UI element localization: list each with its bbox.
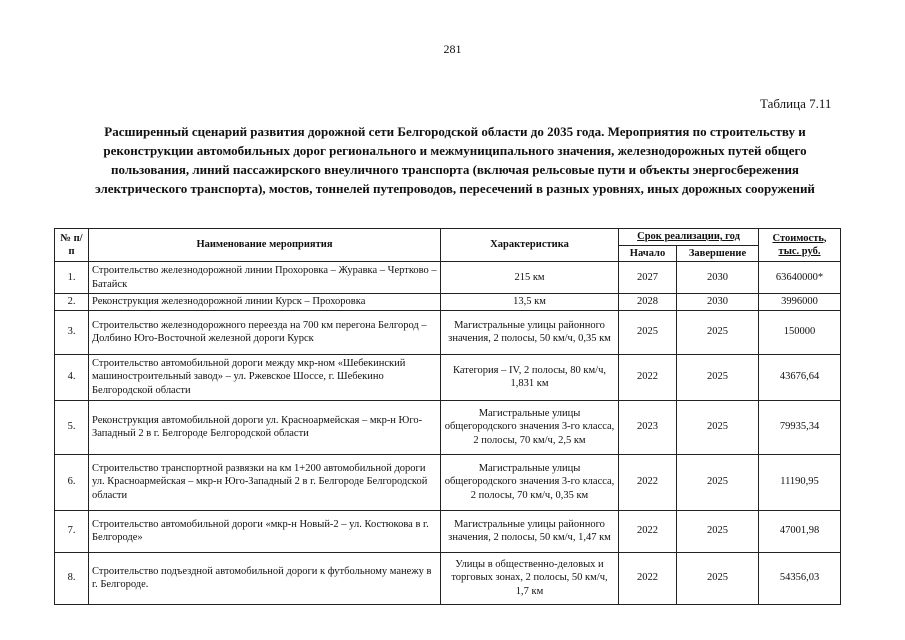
table-row [55, 552, 841, 604]
row-start: 2022 [619, 510, 677, 552]
table-label: Таблица 7.11 [760, 96, 832, 111]
measures-table [54, 228, 841, 605]
row-name: Строительство подъездной автомобильной дороги к футбольному манежу в г. Белгороде. [89, 552, 441, 604]
document-title: Расширенный сценарий развития дорожной сети Белгородской области до 2035 года. Мероприятия по строительству и реконструкции автомобильных дорог регионального и межмуниципального значения, железнодорожных путей общего пользования, линий пассажирского внеуличного транспорта (включая рельсовые пути и объекты энергосбережения электрического транспорта), мостов, тоннелей путепроводов, пересечений в разных уровнях, иных дорожных сооружений [95, 124, 815, 196]
row-end: 2025 [677, 510, 759, 552]
table-row [55, 262, 841, 294]
row-characteristic: Категория – IV, 2 полосы, 80 км/ч, 1,831 км [441, 354, 619, 400]
page-number: 281 [443, 42, 462, 56]
row-end: 2025 [677, 354, 759, 400]
header-start: Начало [619, 245, 677, 262]
table-row [55, 310, 841, 354]
row-num: 8. [55, 552, 89, 604]
row-num: 5. [55, 400, 89, 454]
row-end: 2025 [677, 400, 759, 454]
row-cost: 43676,64 [759, 354, 841, 400]
header-end: Завершение [677, 245, 759, 262]
row-start: 2025 [619, 310, 677, 354]
row-end: 2030 [677, 294, 759, 311]
row-name: Строительство автомобильной дороги «мкр-н Новый-2 – ул. Костюкова в г. Белгороде» [89, 510, 441, 552]
row-name: Строительство автомобильной дороги между мкр-ном «Шебекинский машиностроительный завод» – ул. Ржевское Шоссе, г. Шебекино Белгородской области [89, 354, 441, 400]
row-num: 4. [55, 354, 89, 400]
row-end: 2030 [677, 262, 759, 294]
table-row [55, 454, 841, 510]
header-cost-label: Стоимость, тыс. руб. [772, 232, 827, 257]
row-characteristic: 13,5 км [441, 294, 619, 311]
row-cost: 11190,95 [759, 454, 841, 510]
row-start: 2027 [619, 262, 677, 294]
row-cost: 150000 [759, 310, 841, 354]
row-characteristic: Улицы в общественно-деловых и торговых зонах, 2 полосы, 50 км/ч, 1,7 км [441, 552, 619, 604]
row-characteristic: Магистральные улицы общегородского значения 3-го класса, 2 полосы, 70 км/ч, 2,5 км [441, 400, 619, 454]
row-end: 2025 [677, 552, 759, 604]
row-cost: 3996000 [759, 294, 841, 311]
row-start: 2022 [619, 354, 677, 400]
row-cost: 79935,34 [759, 400, 841, 454]
row-characteristic: Магистральные улицы районного значения, 2 полосы, 50 км/ч, 0,35 км [441, 310, 619, 354]
row-start: 2028 [619, 294, 677, 311]
row-num: 6. [55, 454, 89, 510]
header-name: Наименование мероприятия [89, 229, 441, 262]
table-row [55, 510, 841, 552]
header-characteristic: Характеристика [441, 229, 619, 262]
row-start: 2023 [619, 400, 677, 454]
row-num: 1. [55, 262, 89, 294]
row-start: 2022 [619, 454, 677, 510]
row-name: Строительство железнодорожного переезда на 700 км перегона Белгород – Долбино Юго-Восточной железной дороги Курск [89, 310, 441, 354]
row-characteristic: Магистральные улицы районного значения, 2 полосы, 50 км/ч, 1,47 км [441, 510, 619, 552]
row-num: 2. [55, 294, 89, 311]
header-period-label: Срок реализации, год [637, 231, 740, 242]
table-row [55, 294, 841, 311]
table-row [55, 400, 841, 454]
row-end: 2025 [677, 310, 759, 354]
row-end: 2025 [677, 454, 759, 510]
row-cost: 63640000* [759, 262, 841, 294]
row-name: Строительство железнодорожной линии Прохоровка – Журавка – Чертково – Батайск [89, 262, 441, 294]
header-num: № п/п [55, 229, 89, 262]
row-name: Реконструкция железнодорожной линии Курск – Прохоровка [89, 294, 441, 311]
row-name: Строительство транспортной развязки на км 1+200 автомобильной дороги ул. Красноармейская – мкр-н Юго-Западный 2 в г. Белгороде Белгородской области [89, 454, 441, 510]
row-cost: 47001,98 [759, 510, 841, 552]
table-row [55, 354, 841, 400]
row-num: 7. [55, 510, 89, 552]
row-characteristic: 215 км [441, 262, 619, 294]
header-period [619, 229, 759, 246]
row-start: 2022 [619, 552, 677, 604]
row-name: Реконструкция автомобильной дороги ул. Красноармейская – мкр-н Юго-Западный 2 в г. Белгороде Белгородской области [89, 400, 441, 454]
row-cost: 54356,03 [759, 552, 841, 604]
header-cost [759, 229, 841, 262]
row-characteristic: Магистральные улицы общегородского значения 3-го класса, 2 полосы, 70 км/ч, 0,35 км [441, 454, 619, 510]
row-num: 3. [55, 310, 89, 354]
